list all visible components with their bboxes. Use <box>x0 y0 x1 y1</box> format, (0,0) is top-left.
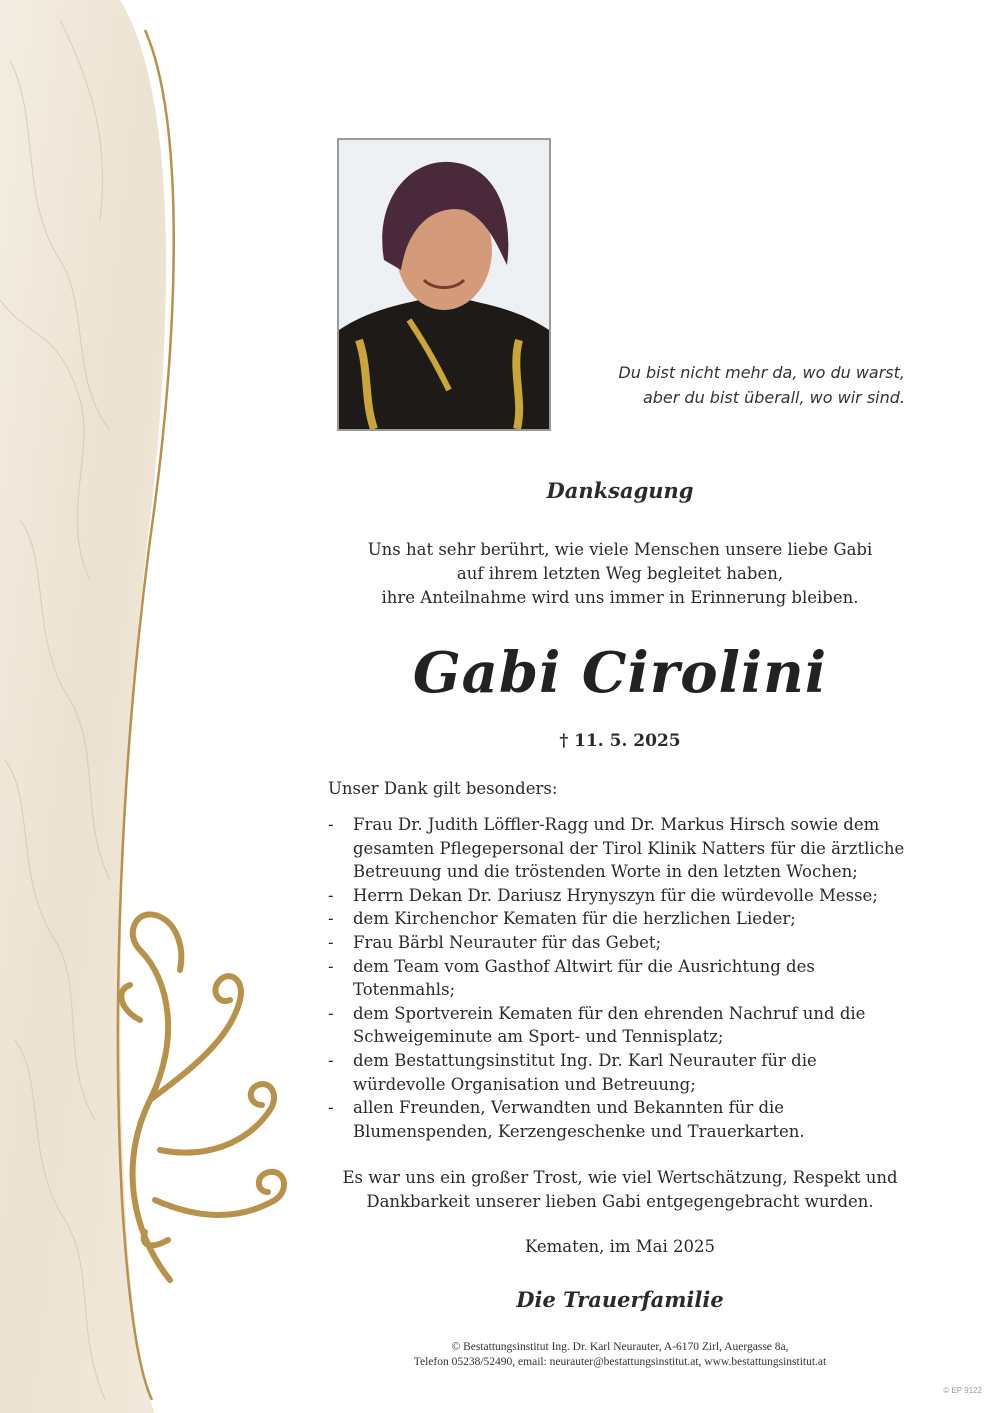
death-date: † 11. 5. 2025 <box>559 731 681 751</box>
thanks-item: - Frau Dr. Judith Löffler-Ragg und Dr. Markus Hirsch sowie dem gesamten Pflegepersonal der Tirol Klinik Natters für die ärztliche Betreuung und die tröstenden Worte in den letzten Wochen; <box>328 815 905 882</box>
memorial-quote <box>560 360 905 410</box>
deceased-name: Gabi Cirolini <box>412 640 828 706</box>
closing-text <box>320 1166 920 1214</box>
thanks-item: - dem Sportverein Kematen für den ehrenden Nachruf und die Schweigeminute am Sport- und Tennisplatz; <box>328 1003 866 1047</box>
heading-danksagung: Danksagung <box>546 478 694 503</box>
closing-line-1: Es war uns ein großer Trost, wie viel Wertschätzung, Respekt und <box>342 1168 898 1187</box>
quote-line-1: Du bist nicht mehr da, wo du warst, <box>618 363 905 382</box>
document-code: © EP 9122 <box>943 1386 982 1395</box>
intro-line-3: ihre Anteilnahme wird uns immer in Erinnerung bleiben. <box>381 588 859 607</box>
portrait-photo <box>337 138 551 431</box>
footer-imprint <box>320 1340 920 1370</box>
intro-line-2: auf ihrem letzten Weg begleitet haben, <box>456 564 784 583</box>
thanks-item: - Frau Bärbl Neurauter für das Gebet; <box>328 932 662 952</box>
footer-line-2: Telefon 05238/52490, email: neurauter@bestattungsinstitut.at, www.bestattungsinstitut.at <box>413 1356 827 1368</box>
thanks-item: - dem Bestattungsinstitut Ing. Dr. Karl Neurauter für die würdevolle Organisation und Betreuung; <box>328 1050 817 1094</box>
footer-line-1: © Bestattungsinstitut Ing. Dr. Karl Neurauter, A-6170 Zirl, Auergasse 8a, <box>451 1341 789 1353</box>
floral-swirl-ornament <box>110 900 300 1290</box>
thanks-item: - allen Freunden, Verwandten und Bekannten für die Blumenspenden, Kerzengeschenke und Trauerkarten. <box>328 1098 805 1141</box>
thanks-item: - dem Team vom Gasthof Altwirt für die Ausrichtung des Totenmahls; <box>328 956 815 1000</box>
place-date: Kematen, im Mai 2025 <box>524 1237 716 1256</box>
intro-text <box>320 538 920 610</box>
signature-family: Die Trauerfamilie <box>516 1287 724 1312</box>
thanks-list <box>328 813 928 1143</box>
thanks-item: - Herrn Dekan Dr. Dariusz Hrynyszyn für die würdevolle Messe; <box>328 885 878 905</box>
intro-line-1: Uns hat sehr berührt, wie viele Menschen unsere liebe Gabi <box>367 540 873 559</box>
thanks-lead: Unser Dank gilt besonders: <box>328 779 558 798</box>
closing-line-2: Dankbarkeit unserer lieben Gabi entgegengebracht wurden. <box>366 1192 874 1211</box>
quote-line-2: aber du bist überall, wo wir sind. <box>642 388 905 407</box>
thanks-item: - dem Kirchenchor Kematen für die herzlichen Lieder; <box>328 909 796 929</box>
